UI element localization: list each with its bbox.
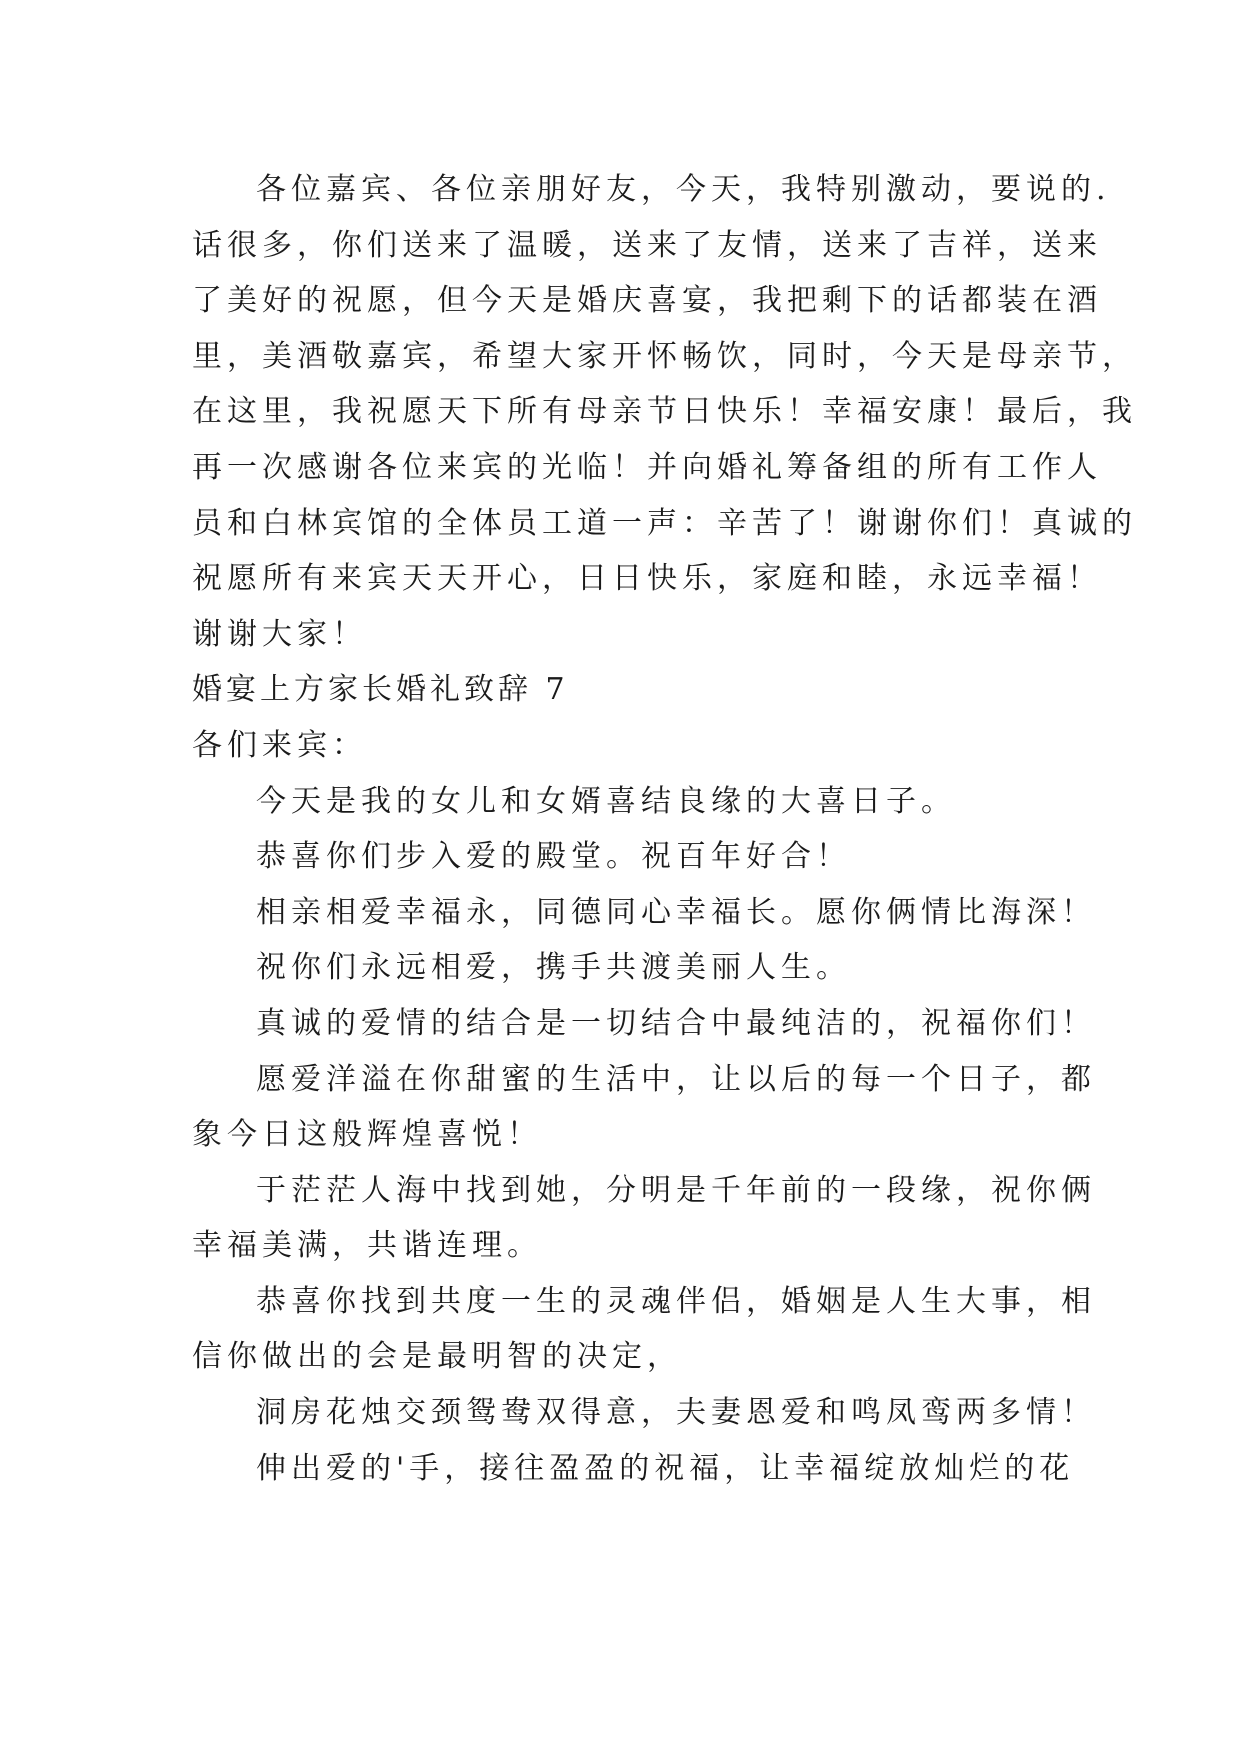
paragraph-line: 再一次感谢各位来宾的光临！并向婚礼筹备组的所有工作人 bbox=[192, 449, 1102, 485]
document-body bbox=[192, 162, 1137, 1496]
paragraph-line: 了美好的祝愿，但今天是婚庆喜宴，我把剩下的话都装在酒 bbox=[192, 283, 1102, 319]
paragraph-line: 祝愿所有来宾天天开心，日日快乐，家庭和睦，永远幸福！ bbox=[192, 561, 1102, 597]
paragraph-line: 祝你们永远相爱，携手共渡美丽人生。 bbox=[256, 950, 851, 986]
paragraph-line: 在这里，我祝愿天下所有母亲节日快乐！幸福安康！最后，我 bbox=[192, 394, 1137, 430]
salutation: 各们来宾： bbox=[192, 727, 367, 763]
paragraph-line: 恭喜你找到共度一生的灵魂伴侣，婚姻是人生大事，相 bbox=[256, 1283, 1096, 1319]
paragraph-line: 幸福美满，共谐连理。 bbox=[192, 1228, 542, 1264]
paragraph-line: 恭喜你们步入爱的殿堂。祝百年好合！ bbox=[256, 839, 851, 875]
section-heading: 婚宴上方家长婚礼致辞 7 bbox=[192, 672, 569, 708]
paragraph-line: 今天是我的女儿和女婿喜结良缘的大喜日子。 bbox=[256, 783, 956, 819]
paragraph-line: 里，美酒敬嘉宾，希望大家开怀畅饮，同时，今天是母亲节， bbox=[192, 338, 1137, 374]
paragraph-line: 洞房花烛交颈鸳鸯双得意，夫妻恩爱和鸣凤鸾两多情！ bbox=[256, 1395, 1096, 1431]
paragraph-line: 象今日这般辉煌喜悦！ bbox=[192, 1117, 542, 1153]
paragraph-line: 各位嘉宾、各位亲朋好友，今天，我特别激动，要说的. bbox=[256, 172, 1111, 207]
paragraph-line: 真诚的爱情的结合是一切结合中最纯洁的，祝福你们！ bbox=[256, 1005, 1096, 1041]
paragraph-line: 于茫茫人海中找到她，分明是千年前的一段缘，祝你俩 bbox=[256, 1172, 1096, 1208]
paragraph-line: 相亲相爱幸福永，同德同心幸福长。愿你俩情比海深！ bbox=[256, 894, 1096, 930]
paragraph-line: 谢谢大家！ bbox=[192, 616, 367, 652]
paragraph-line: 员和白林宾馆的全体员工道一声：辛苦了！谢谢你们！真诚的 bbox=[192, 505, 1137, 541]
paragraph-line: 话很多，你们送来了温暖，送来了友情，送来了吉祥，送来 bbox=[192, 227, 1102, 263]
paragraph-line: 信你做出的会是最明智的决定， bbox=[192, 1339, 682, 1375]
paragraph-line: 伸出爱的'手，接往盈盈的祝福，让幸福绽放灿烂的花 bbox=[256, 1450, 1075, 1486]
paragraph-line: 愿爱洋溢在你甜蜜的生活中，让以后的每一个日子，都 bbox=[256, 1061, 1096, 1097]
